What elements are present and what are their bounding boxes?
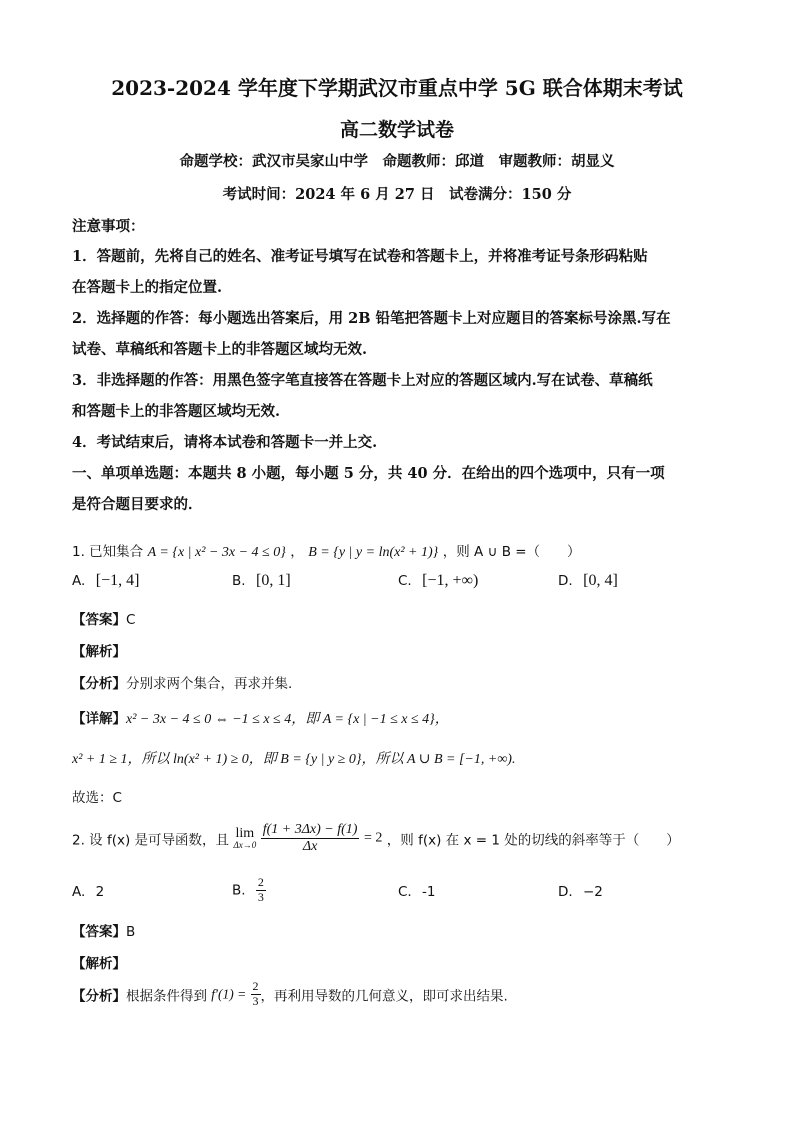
q2-analysis-den: 3 — [252, 993, 259, 1008]
q2-analysis-tag: 【分析】 — [72, 988, 126, 1005]
q1-ask: ，则 A ∪ B =（ ） — [442, 544, 581, 560]
q1-option-c — [398, 572, 478, 590]
notice-item-2-line-2: 试卷、草稿纸和答题卡上的非答题区域均无效. — [72, 341, 368, 358]
q2-analysis — [72, 980, 508, 1009]
q2-option-a — [72, 884, 104, 900]
q2-option-c-label: C. — [398, 884, 412, 900]
notice-item-2-line-1: 2．选择题的作答：每小题选出答案后，用 2B 铅笔把答题卡上对应题目的答案标号涂黑.写在 — [72, 310, 671, 327]
notice-item-1-line-2: 在答题卡上的指定位置. — [72, 279, 223, 296]
q2-answer-tag: 【答案】 — [72, 924, 126, 940]
q1-comma: ， — [290, 544, 304, 560]
q2-lim-word: lim — [235, 825, 255, 841]
q2-option-c-value: -1 — [422, 884, 436, 900]
q1-answer — [72, 608, 135, 628]
q1-option-a-label: A. — [72, 573, 86, 589]
q1-option-d-label: D. — [558, 573, 573, 589]
q2-option-b — [232, 876, 266, 905]
q2-analysis-post: ，再利用导数的几何意义，即可求出结果. — [260, 988, 508, 1005]
q1-option-c-label: C. — [398, 573, 412, 589]
q2-option-d-value: −2 — [582, 884, 603, 900]
q1-option-a-value: [−1, 4] — [95, 572, 140, 589]
q1-option-d — [558, 572, 618, 590]
q1-option-a — [72, 572, 139, 590]
q1-detail-1 — [72, 707, 449, 728]
q2-option-c — [398, 884, 435, 900]
q1-option-b-label: B. — [232, 573, 246, 589]
q2-option-b-num: 2 — [257, 875, 264, 889]
q2-option-a-label: A. — [72, 884, 86, 900]
exam-info: 考试时间：2024 年 6 月 27 日 试卷满分：150 分 — [222, 186, 572, 203]
notice-heading: 注意事项： — [72, 218, 145, 235]
q2-option-d — [558, 884, 603, 900]
q1-detail-tag: 【详解】 — [72, 711, 126, 727]
section-1-line-1: 一、单项单选题：本题共 8 小题，每小题 5 分，共 40 分．在给出的四个选项中，只有一项 — [72, 465, 665, 482]
q2-answer-value: B — [126, 924, 136, 940]
q2-option-d-label: D. — [558, 884, 573, 900]
q1-stem — [72, 540, 581, 561]
q2-prefix: 2. 设 f(x) 是可导函数，且 — [72, 832, 230, 849]
q1-set-a: A = {x | x² − 3x − 4 ≤ 0} — [147, 545, 286, 560]
notice-item-3-line-1: 3．非选择题的作答：用黑色签字笔直接答在答题卡上对应的答题区域内.写在试卷、草稿纸 — [72, 372, 653, 389]
q2-option-b-fraction — [256, 876, 266, 905]
q2-stem — [72, 822, 680, 855]
q2-analysis-expr: f′(1) = — [211, 986, 247, 1002]
q2-limit — [233, 826, 256, 851]
q2-option-a-value: 2 — [95, 884, 105, 900]
notice-item-3-line-2: 和答题卡上的非答题区域均无效. — [72, 403, 281, 420]
q1-answer-value: C — [126, 612, 136, 628]
q1-set-b: B = {y | y = ln(x² + 1)} — [308, 545, 439, 560]
notice-item-4: 4．考试结束后，请将本试卷和答题卡一并上交. — [72, 434, 378, 451]
q1-analysis-tag: 【分析】 — [72, 676, 126, 692]
q1-option-b-value: [0, 1] — [256, 572, 291, 589]
school-line: 命题学校：武汉市吴家山中学 命题教师：邱道 审题教师：胡显义 — [179, 153, 615, 170]
q1-jiexi: 【解析】 — [72, 644, 126, 660]
q2-answer — [72, 920, 135, 940]
notice-item-1-line-1: 1．答题前，先将自己的姓名、准考证号填写在试卷和答题卡上，并将准考证号条形码粘贴 — [72, 248, 648, 265]
q1-analysis-text: 分别求两个集合，再求并集. — [126, 676, 293, 692]
q2-eq: = 2 — [363, 830, 383, 846]
q1-answer-tag: 【答案】 — [72, 612, 126, 628]
q2-lim-sub: Δx→0 — [233, 840, 257, 851]
q1-detail-1-text: x² − 3x − 4 ≤ 0 ⇔ −1 ≤ x ≤ 4，即 A = {x | −1 ≤ x ≤ 4}， — [126, 712, 449, 727]
q2-frac-num: f(1 + 3Δx) − f(1) — [261, 822, 360, 839]
q2-frac-den: Δx — [302, 839, 318, 855]
q1-option-c-value: [−1, +∞) — [422, 572, 479, 589]
q2-jiexi: 【解析】 — [72, 956, 126, 972]
q2-analysis-num: 2 — [252, 979, 259, 993]
section-1-line-2: 是符合题目要求的． — [72, 496, 203, 513]
q1-detail-2: x² + 1 ≥ 1，所以 ln(x² + 1) ≥ 0，即 B = {y | y ≥ 0}，所以 A ∪ B = [−1, +∞). — [72, 752, 516, 767]
q2-analysis-pre: 根据条件得到 — [126, 988, 207, 1005]
paper-subtitle: 高二数学试卷 — [339, 119, 454, 141]
q1-option-b — [232, 572, 291, 590]
q2-ask: ，则 f(x) 在 x = 1 处的切线的斜率等于（ ） — [386, 832, 680, 849]
q2-analysis-fraction — [251, 980, 261, 1009]
q2-option-b-den: 3 — [257, 889, 264, 904]
q1-conclusion: 故选：C — [72, 790, 122, 806]
q1-analysis — [72, 672, 292, 692]
q1-prefix: 1. 已知集合 — [72, 544, 144, 560]
q2-fraction — [261, 822, 360, 855]
q1-option-d-value: [0, 4] — [583, 572, 618, 589]
exam-title: 2023-2024 学年度下学期武汉市重点中学 5G 联合体期末考试 — [111, 76, 683, 100]
q2-option-b-label: B. — [232, 882, 246, 899]
